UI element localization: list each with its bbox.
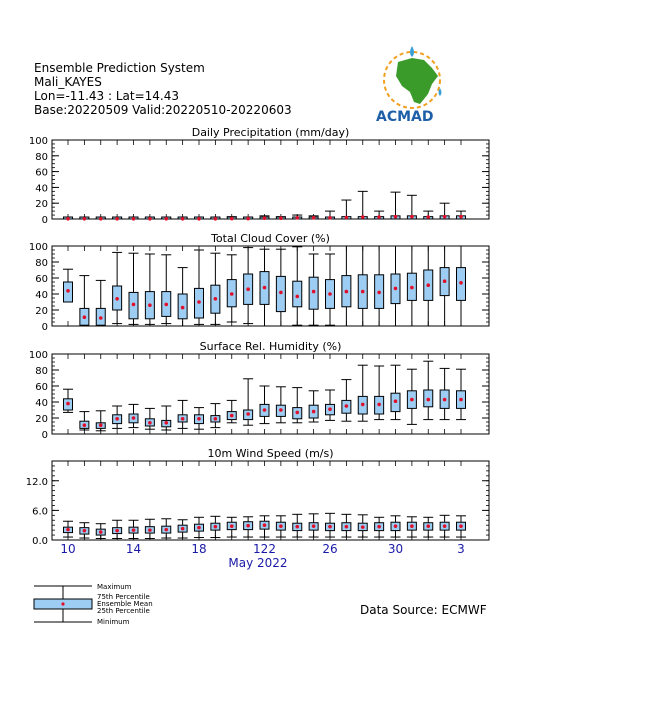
mean-dot [459, 524, 463, 528]
mean-dot [148, 421, 152, 425]
box-day-10 [63, 389, 73, 412]
y-tick-label: 20 [35, 199, 48, 211]
box-day-10 [63, 269, 73, 302]
mean-dot [148, 528, 152, 532]
mean-dot [246, 217, 250, 221]
box-day-17 [178, 520, 188, 538]
mean-dot [443, 279, 447, 283]
box-day-16 [161, 217, 171, 221]
logo-africa-shape [396, 58, 438, 104]
mean-dot [115, 217, 119, 221]
box-day-22 [260, 216, 270, 220]
mean-dot [83, 423, 87, 427]
logo-text: ACMAD [376, 109, 434, 125]
mean-dot [181, 417, 185, 421]
box-day-19 [210, 253, 220, 324]
mean-dot [345, 216, 349, 220]
mean-dot [132, 217, 136, 221]
panel-title: Total Cloud Cover (%) [211, 232, 330, 245]
box-day-15 [145, 217, 155, 221]
x-tick-label: 3 [457, 542, 465, 556]
mean-dot [312, 290, 316, 294]
box-day-26 [325, 254, 335, 325]
box-day-18 [194, 217, 204, 221]
box-day-3 [456, 516, 466, 537]
mean-dot [164, 303, 168, 307]
box-day-13 [112, 406, 122, 428]
mean-dot [295, 295, 299, 299]
box-day-31 [407, 246, 417, 326]
mean-dot [410, 398, 414, 402]
mean-dot [328, 292, 332, 296]
box-day-13 [112, 520, 122, 538]
mean-dot [99, 316, 103, 320]
mean-dot [83, 217, 87, 221]
mean-dot [197, 300, 201, 304]
mean-dot [410, 215, 414, 219]
mean-dot [312, 216, 316, 220]
y-tick-label: 20 [35, 414, 48, 425]
y-tick-label: 40 [35, 290, 48, 301]
box-day-19 [210, 516, 220, 537]
box-day-22 [260, 516, 270, 537]
mean-dot [295, 216, 299, 220]
mean-dot [99, 530, 103, 534]
mean-dot [148, 303, 152, 307]
box-day-18 [194, 250, 204, 324]
mean-dot [148, 217, 152, 221]
panel-frame [52, 140, 489, 219]
mean-dot [361, 215, 365, 219]
mean-dot [345, 404, 349, 408]
mean-dot [214, 217, 218, 221]
box-day-1 [423, 246, 433, 326]
legend [34, 583, 153, 626]
panel-1 [29, 126, 489, 226]
mean-dot [230, 524, 234, 528]
mean-dot [263, 408, 267, 412]
header-coordinates: Lon=-11.43 : Lat=14.43 [34, 89, 179, 103]
y-tick-label: 80 [35, 151, 48, 163]
box-day-21 [243, 379, 253, 425]
box-day-13 [112, 217, 122, 221]
header-title: Ensemble Prediction System [34, 61, 205, 75]
mean-dot [295, 411, 299, 415]
logo-drop-icon [410, 46, 414, 57]
mean-dot [164, 217, 168, 221]
box-day-3 [456, 246, 466, 326]
mean-dot [443, 524, 447, 528]
box-day-31 [407, 195, 417, 219]
box-day-1 [423, 211, 433, 219]
y-tick-label: 12.0 [25, 476, 48, 488]
mean-dot [345, 290, 349, 294]
mean-dot [181, 217, 185, 221]
mean-dot [230, 292, 234, 296]
box-day-30 [391, 365, 401, 419]
mean-dot [459, 398, 463, 402]
panel-title: Surface Rel. Humidity (%) [199, 340, 342, 353]
mean-dot [312, 524, 316, 528]
mean-dot [377, 403, 381, 407]
box-day-15 [145, 408, 155, 429]
x-tick-label: 122 [253, 542, 276, 556]
y-tick-label: 0 [41, 430, 48, 441]
mean-dot [83, 529, 87, 533]
mean-dot [66, 289, 70, 293]
box-day-23 [276, 216, 286, 220]
box-day-29 [374, 517, 384, 537]
mean-dot [132, 416, 136, 420]
mean-dot [394, 524, 398, 528]
legend-label-maximum: Maximum [97, 583, 132, 591]
mean-dot [377, 291, 381, 295]
mean-dot [279, 524, 283, 528]
mean-dot [181, 306, 185, 310]
box-day-21 [243, 217, 253, 221]
box-day-27 [341, 514, 351, 537]
box-day-10 [63, 521, 73, 537]
box-day-15 [145, 254, 155, 324]
box-day-25 [309, 391, 319, 422]
box-day-21 [243, 517, 253, 537]
box-day-27 [341, 200, 351, 219]
mean-dot [328, 216, 332, 220]
y-tick-label: 100 [28, 242, 48, 253]
mean-dot [279, 408, 283, 412]
box-day-16 [161, 519, 171, 538]
x-tick-label: 18 [191, 542, 207, 556]
y-tick-label: 80 [35, 258, 48, 269]
mean-dot [328, 407, 332, 411]
mean-dot [115, 529, 119, 533]
y-tick-label: 0 [41, 322, 48, 333]
header-location: Mali_KAYES [34, 75, 102, 89]
mean-dot [164, 421, 168, 425]
x-tick-label: 26 [322, 542, 338, 556]
box-day-16 [161, 406, 171, 430]
box-day-22 [260, 386, 270, 424]
box-day-12 [96, 217, 106, 221]
y-tick-label: 60 [35, 167, 48, 179]
mean-dot [459, 281, 463, 285]
mean-dot [410, 286, 414, 290]
mean-dot [443, 215, 447, 219]
panel-4 [26, 447, 489, 547]
y-tick-label: 100 [28, 350, 48, 361]
box-day-24 [292, 215, 302, 220]
mean-dot [115, 297, 119, 301]
y-tick-label: 0 [41, 215, 48, 226]
x-tick-label: 30 [387, 542, 404, 556]
box-day-23 [276, 387, 286, 423]
box-day-11 [79, 412, 89, 430]
box-day-24 [292, 388, 302, 423]
box-day-13 [112, 252, 122, 323]
mean-dot [410, 524, 414, 528]
mean-dot [246, 287, 250, 291]
mean-dot [246, 524, 250, 528]
acmad-logo [376, 46, 442, 125]
box-day-31 [407, 517, 417, 537]
mean-dot [426, 215, 430, 219]
mean-dot [164, 528, 168, 532]
panel-title: 10m Wind Speed (m/s) [207, 447, 334, 460]
box-day-12 [96, 280, 106, 326]
mean-dot [66, 217, 70, 221]
mean-dot [132, 528, 136, 532]
mean-dot [394, 399, 398, 403]
box-day-28 [358, 515, 368, 537]
box-day-29 [374, 246, 384, 326]
box-day-2 [440, 203, 450, 219]
legend-label-p75: 75th Percentile [97, 593, 150, 601]
y-tick-label: 40 [35, 398, 48, 409]
mean-dot [279, 291, 283, 295]
mean-dot [426, 524, 430, 528]
legend-label-p25: 25th Percentile [97, 607, 150, 615]
box-day-14 [129, 404, 139, 427]
box-day-26 [325, 211, 335, 220]
box-day-27 [341, 380, 351, 422]
box-day-25 [309, 216, 319, 220]
box-day-2 [440, 246, 450, 326]
box-day-11 [79, 523, 89, 538]
x-tick-label: 14 [125, 542, 142, 556]
month-label: May 2022 [228, 556, 288, 570]
x-tick-label: 10 [60, 542, 76, 556]
panel-2 [29, 232, 489, 333]
mean-dot [230, 414, 234, 418]
box-day-2 [440, 515, 450, 537]
mean-dot [459, 215, 463, 219]
box-day-30 [391, 246, 401, 326]
mean-dot [361, 290, 365, 294]
panel-title: Daily Precipitation (mm/day) [191, 126, 350, 139]
mean-dot [214, 297, 218, 301]
box-day-28 [358, 246, 368, 326]
mean-dot [66, 402, 70, 406]
box-day-2 [440, 368, 450, 419]
box-day-22 [260, 249, 270, 326]
box-day-17 [178, 268, 188, 326]
mean-dot [263, 216, 267, 220]
data-source: Data Source: ECMWF [360, 603, 487, 617]
box-day-29 [374, 366, 384, 420]
mean-dot [394, 287, 398, 291]
box-day-29 [374, 211, 384, 219]
mean-dot [328, 525, 332, 529]
box-day-3 [456, 211, 466, 219]
mean-dot [263, 523, 267, 527]
mean-dot [361, 525, 365, 529]
box-day-17 [178, 400, 188, 428]
legend-label-minimum: Minimum [97, 618, 130, 626]
box-day-30 [391, 516, 401, 537]
box-day-16 [161, 255, 171, 324]
mean-dot [99, 423, 103, 427]
box-day-3 [456, 369, 466, 419]
mean-dot [345, 525, 349, 529]
box-day-23 [276, 249, 286, 326]
y-tick-label: 60 [35, 274, 48, 285]
box-day-26 [325, 390, 335, 420]
mean-dot [115, 417, 119, 421]
mean-dot [214, 417, 218, 421]
box-day-26 [325, 513, 335, 537]
box-day-19 [210, 217, 220, 221]
box-day-18 [194, 408, 204, 430]
y-tick-label: 40 [35, 183, 48, 195]
box-day-14 [129, 217, 139, 221]
box-day-11 [79, 276, 89, 326]
mean-dot [426, 283, 430, 287]
y-tick-label: 80 [35, 366, 48, 377]
box-day-18 [194, 517, 204, 537]
mean-dot [214, 525, 218, 529]
box-day-20 [227, 400, 237, 422]
mean-dot [443, 398, 447, 402]
box-day-11 [79, 217, 89, 221]
box-day-20 [227, 255, 237, 322]
box-day-31 [407, 369, 417, 424]
mean-dot [246, 412, 250, 416]
y-tick-label: 0.0 [32, 536, 48, 547]
box-day-14 [129, 520, 139, 538]
box-day-1 [423, 517, 433, 537]
box-day-28 [358, 191, 368, 219]
y-tick-label: 6.0 [32, 506, 48, 518]
box-day-20 [227, 217, 237, 221]
mean-dot [99, 217, 103, 221]
header-dates: Base:20220509 Valid:20220510-20220603 [34, 103, 292, 117]
box-day-28 [358, 365, 368, 421]
box-day-14 [129, 253, 139, 324]
mean-dot [377, 215, 381, 219]
panel-3 [29, 340, 489, 441]
box-day-15 [145, 519, 155, 538]
mean-dot [83, 315, 87, 319]
box-day-17 [178, 217, 188, 221]
y-tick-label: 60 [35, 382, 48, 393]
box-day-25 [309, 254, 319, 325]
mean-dot [197, 217, 201, 221]
mean-dot [394, 215, 398, 219]
mean-dot [377, 525, 381, 529]
mean-dot [426, 398, 430, 402]
box-day-20 [227, 517, 237, 537]
box-day-12 [96, 411, 106, 431]
box-day-24 [292, 514, 302, 537]
box-day-24 [292, 247, 302, 325]
mean-dot [66, 528, 70, 532]
legend-mean-dot [61, 602, 64, 605]
box-day-30 [391, 192, 401, 219]
box-day-19 [210, 404, 220, 428]
mean-dot [197, 417, 201, 421]
y-tick-label: 20 [35, 306, 48, 317]
box-day-21 [243, 248, 253, 324]
mean-dot [132, 303, 136, 307]
box-day-12 [96, 524, 106, 539]
box-day-10 [63, 217, 73, 221]
box-day-1 [423, 361, 433, 419]
mean-dot [181, 527, 185, 531]
y-tick-label: 100 [28, 136, 48, 147]
box-day-23 [276, 516, 286, 537]
mean-dot [361, 403, 365, 407]
legend-label-mean: Ensemble Mean [97, 600, 153, 608]
mean-dot [263, 286, 267, 290]
box-day-27 [341, 246, 351, 326]
mean-dot [197, 526, 201, 530]
mean-dot [230, 217, 234, 221]
iqr-box [293, 281, 302, 307]
mean-dot [295, 525, 299, 529]
mean-dot [312, 410, 316, 414]
box-day-25 [309, 514, 319, 537]
mean-dot [279, 216, 283, 220]
